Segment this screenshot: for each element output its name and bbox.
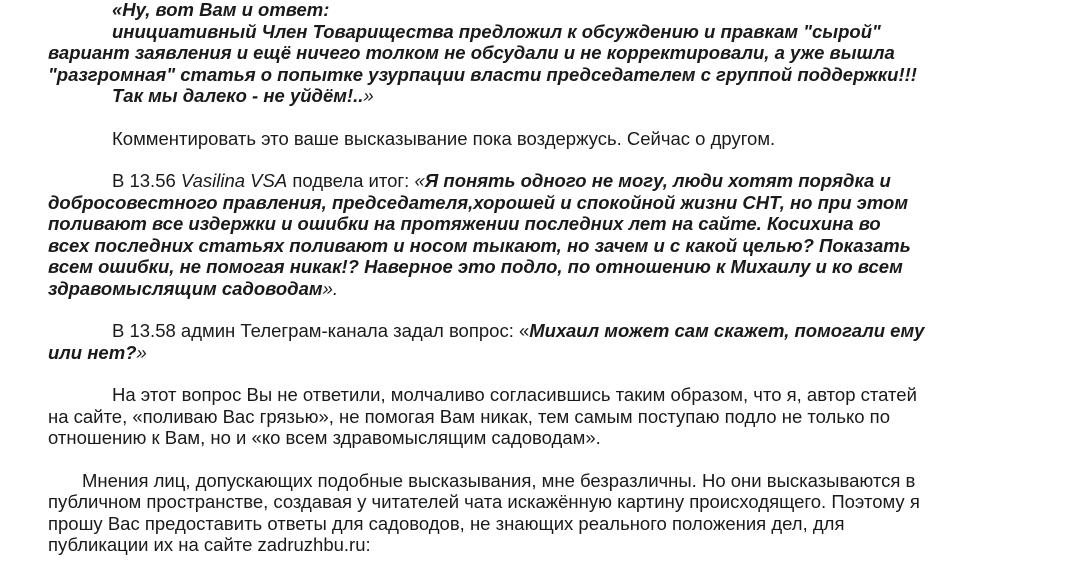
quote-text: Михаил может сам скажет, помогали ему — [529, 320, 925, 341]
paragraph-line: публичном пространстве, создавая у читателей чата искажённую картину происходящего. Поэтому я — [48, 491, 920, 512]
quote-close: ». — [322, 277, 339, 299]
quote-line: "разгромная" статья о попытке узурпации власти председателем с группой поддержки!!! — [48, 63, 917, 85]
quote-line: добросовестного правления, председателя,хорошей и спокойной жизни СНТ, но при этом — [48, 191, 909, 213]
quote-line: инициативный Член Товарищества предложил к обсуждению и правкам "сырой" — [112, 20, 881, 42]
quote-line: всем ошибки, не помогая никак!? Наверное это подло, по отношению к Михаилу и ко всем — [48, 256, 903, 277]
document-body — [48, 0, 1008, 556]
comment-paragraph: Комментировать это ваше высказывание пока воздержусь. Сейчас о другом. — [112, 127, 776, 149]
quote-text: или нет? — [48, 341, 137, 363]
quote-line: вариант заявления и ещё ничего толком не обсудали и не корректировали, а уже вышла — [48, 42, 895, 63]
quote-close: » — [136, 341, 147, 363]
paragraph-text: В 13.58 админ Телеграм-канала задал вопрос: « — [112, 320, 530, 341]
quote-text: здравомыслящим садоводам — [48, 277, 323, 299]
paragraph-line: Мнения лиц, допускающих подобные высказывания, мне безразличны. Но они высказываются в — [82, 469, 916, 491]
quote-text: Я понять одного не могу, люди хотят порядка и — [424, 170, 891, 191]
paragraph-line: отношению к Вам, но и «ко всем здравомыслящим садоводам». — [48, 427, 601, 448]
paragraph-line — [48, 320, 1008, 342]
quote-line: всех последних статьях поливают и носом тыкают, но зачем и с какой целью? Показать — [48, 234, 911, 256]
quote-text: Так мы далеко - не уйдём!.. — [112, 85, 364, 106]
paragraph-text: подвела итог: — [287, 170, 415, 191]
paragraph-line: публикации их на сайте zadruzhbu.ru: — [48, 534, 371, 555]
quote-close: » — [363, 85, 374, 106]
quote-open: « — [414, 170, 425, 191]
paragraph-line: прошу Вас предоставить ответы для садоводов, не знающих реального положения дел, для — [48, 512, 845, 534]
quote-line — [48, 85, 1008, 107]
quote-line — [48, 342, 1008, 364]
quote-line — [48, 278, 1008, 300]
author-name: Vasilina VSA — [180, 170, 288, 191]
time-prefix: В 13.56 — [112, 170, 181, 191]
paragraph-line — [48, 170, 1008, 192]
paragraph-line: на сайте, «поливаю Вас грязью», не помогая Вам никак, тем самым поступаю подло не только по — [48, 405, 890, 427]
quote-line: поливают все издержки и ошибки на протяжении последних лет на сайте. Косихина во — [48, 213, 881, 234]
paragraph-line: На этот вопрос Вы не ответили, молчаливо согласившись таким образом, что я, автор статей — [112, 384, 917, 405]
quote-line: «Ну, вот Вам и ответ: — [112, 0, 330, 20]
